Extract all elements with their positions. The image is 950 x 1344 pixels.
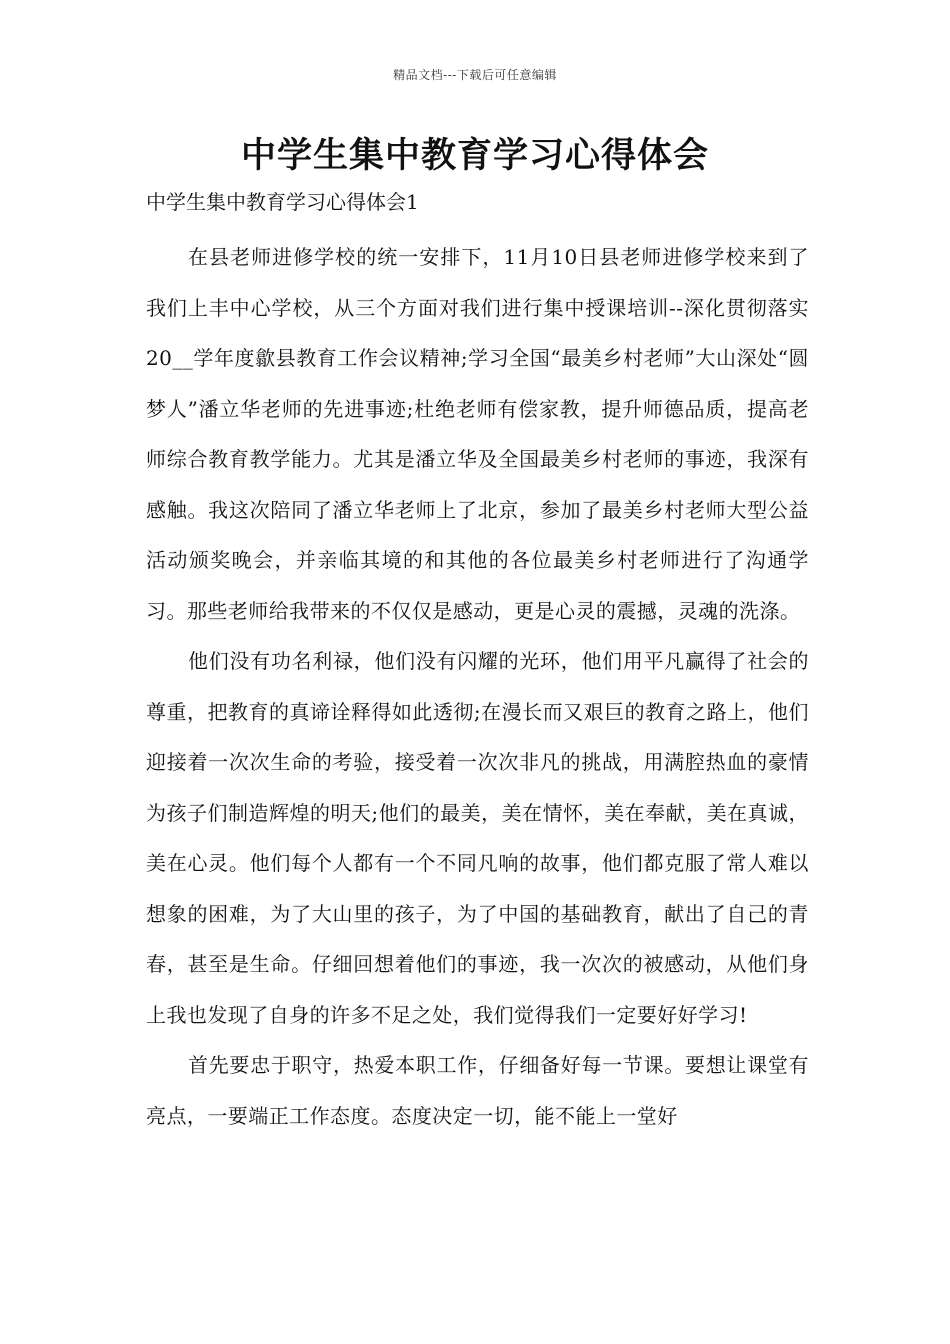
body-text bbox=[146, 232, 809, 1141]
paragraph-2: 他们没有功名利禄，他们没有闪耀的光环，他们用平凡赢得了社会的尊重，把教育的真谛诠释得如此透彻;在漫长而又艰巨的教育之路上，他们迎接着一次次生命的考验，接受着一次次非凡的挑战，用满腔热血的豪情为孩子们制造辉煌的明天;他们的最美，美在情怀，美在奉献，美在真诚，美在心灵。他们每个人都有一个不同凡响的故事，他们都克服了常人难以想象的困难，为了大山里的孩子，为了中国的基础教育，献出了自己的青春，甚至是生命。仔细回想着他们的事迹，我一次次的被感动，从他们身上我也发现了自身的许多不足之处，我们觉得我们一定要好好学习! bbox=[146, 649, 809, 1027]
paragraph-1: 在县老师进修学校的统一安排下，11月10日县老师进修学校来到了我们上丰中心学校，从三个方面对我们进行集中授课培训--深化贯彻落实20__学年度歙县教育工作会议精神;学习全国“最美乡村老师”大山深处“圆梦人”潘立华老师的先进事迹;杜绝老师有偿家教，提升师德品质，提高老师综合教育教学能力。尤其是潘立华及全国最美乡村老师的事迹，我深有感触。我这次陪同了潘立华老师上了北京，参加了最美乡村老师大型公益活动颁奖晚会，并亲临其境的和其他的各位最美乡村老师进行了沟通学习。那些老师给我带来的不仅仅是感动，更是心灵的震撼，灵魂的洗涤。 bbox=[146, 245, 809, 623]
paragraph-3: 首先要忠于职守，热爱本职工作，仔细备好每一节课。要想让课堂有亮点，一要端正工作态度。态度决定一切，能不能上一堂好 bbox=[146, 1053, 809, 1128]
document-title: 中学生集中教育学习心得体会 bbox=[240, 136, 709, 176]
section-subtitle: 中学生集中教育学习心得体会1 bbox=[146, 190, 419, 214]
header-note: 精品文档---下载后可任意编辑 bbox=[393, 68, 557, 82]
